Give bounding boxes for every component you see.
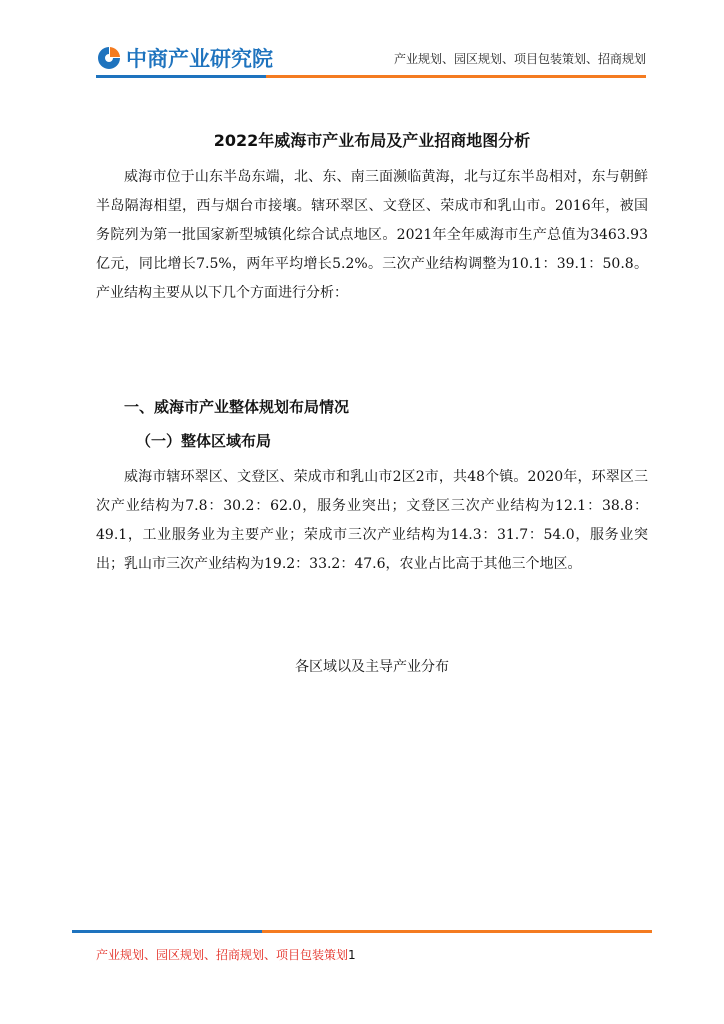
brand-logo — [96, 43, 273, 73]
section-heading: 一、威海市产业整体规划布局情况 — [124, 398, 350, 416]
subsection-paragraph: 威海市辖环翠区、文登区、荣成市和乳山市2区2市，共48个镇。2020年，环翠区三次产业结构为7.8：30.2：62.0，服务业突出；文登区三次产业结构为12.1：38.8：49.1，工业服务业为主要产业；荣成市三次产业结构为14.3：31.7：54.0，服务业突出；乳山市三次产业结构为19.2：33.2：47.6，农业占比高于其他三个地区。 — [96, 469, 648, 572]
footer-rule-orange — [262, 930, 652, 933]
footer-rule-blue — [72, 930, 262, 933]
header-rule-blue — [96, 75, 266, 78]
page-number: 1 — [348, 948, 356, 962]
figure-caption: 各区域以及主导产业分布 — [295, 659, 449, 675]
document-title: 2022年威海市产业布局及产业招商地图分析 — [213, 131, 531, 150]
header-tagline: 产业规划、园区规划、项目包装策划、招商规划 — [393, 52, 646, 66]
brand-name: 中商产业研究院 — [126, 47, 273, 71]
header-rule-orange — [266, 75, 646, 78]
intro-paragraph: 威海市位于山东半岛东端，北、东、南三面濒临黄海，北与辽东半岛相对，东与朝鲜半岛隔海相望，西与烟台市接壤。辖环翠区、文登区、荣成市和乳山市。2016年，被国务院列为第一批国家新型城镇化综合试点地区。2021年全年威海市生产总值为3463.93亿元，同比增长7.5%，两年平均增长5.2%。三次产业结构调整为10.1：39.1：50.8。产业结构主要从以下几个方面进行分析： — [96, 169, 648, 301]
footer-tagline: 产业规划、园区规划、招商规划、项目包装策划 — [96, 948, 349, 962]
footer — [96, 946, 356, 963]
subsection-heading: （一）整体区域布局 — [136, 432, 272, 450]
logo-icon — [96, 45, 122, 71]
